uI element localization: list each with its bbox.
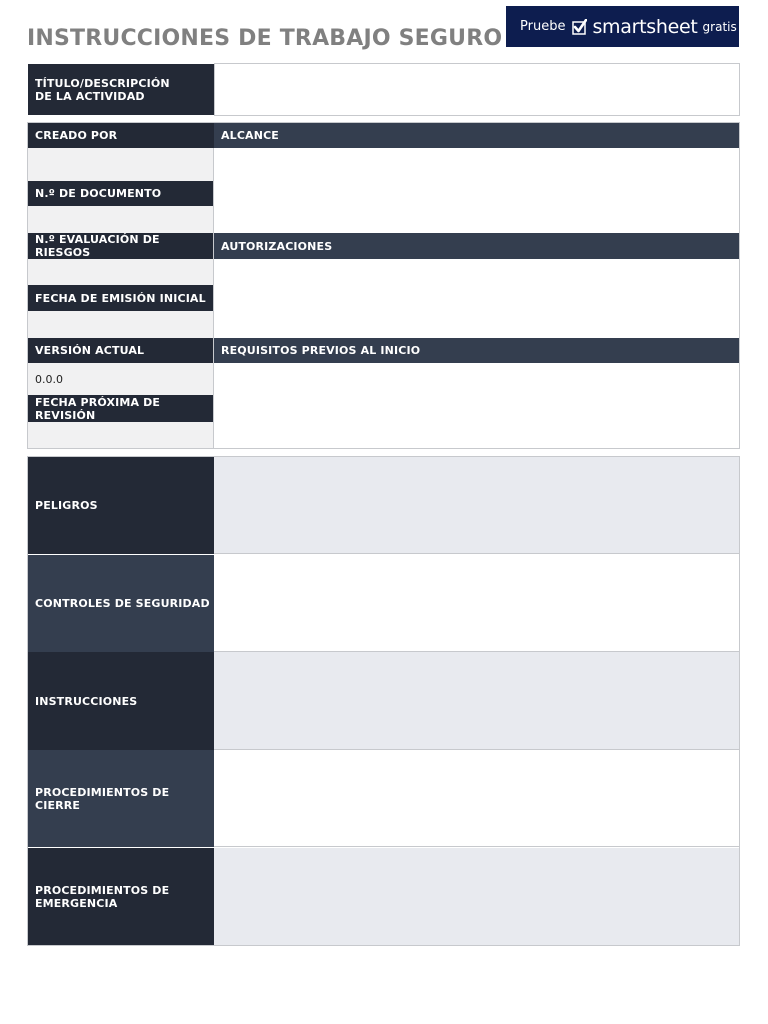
next-review-field[interactable] (28, 422, 214, 448)
closing-procedures-label: PROCEDIMIENTOS DE CIERRE (28, 750, 214, 847)
smartsheet-trial-banner[interactable] (506, 6, 739, 47)
safety-controls-field[interactable] (214, 555, 739, 652)
page-title: INSTRUCCIONES DE TRABAJO SEGURO (27, 26, 503, 51)
created-by-label: CREADO POR (28, 123, 214, 148)
instructions-label: INSTRUCCIONES (28, 652, 214, 750)
instructions-field[interactable] (214, 652, 739, 750)
banner-brand: smartsheet (592, 15, 698, 38)
safety-controls-label: CONTROLES DE SEGURIDAD (28, 555, 214, 652)
authorizations-label: AUTORIZACIONES (214, 233, 739, 259)
activity-title-field[interactable] (214, 63, 740, 116)
doc-number-label: N.º DE DOCUMENTO (28, 181, 214, 206)
next-review-label: FECHA PRÓXIMA DE REVISIÓN (28, 395, 214, 422)
smartsheet-check-icon (572, 19, 587, 35)
risk-eval-field[interactable] (28, 259, 214, 285)
prerequisites-label: REQUISITOS PREVIOS AL INICIO (214, 338, 739, 363)
activity-title-label: TÍTULO/DESCRIPCIÓN DE LA ACTIVIDAD (28, 64, 214, 115)
current-version-label: VERSIÓN ACTUAL (28, 338, 214, 363)
doc-number-field[interactable] (28, 206, 214, 233)
issue-date-label: FECHA DE EMISIÓN INICIAL (28, 285, 214, 311)
banner-suffix: gratis (702, 19, 737, 34)
scope-field[interactable] (214, 148, 739, 233)
emergency-procedures-field[interactable] (214, 848, 739, 945)
hazards-field[interactable] (214, 457, 739, 554)
authorizations-field[interactable] (214, 259, 739, 338)
column-divider (213, 148, 214, 448)
prerequisites-field[interactable] (214, 363, 739, 448)
hazards-label: PELIGROS (28, 457, 214, 554)
current-version-field[interactable]: 0.0.0 (28, 363, 214, 395)
scope-label: ALCANCE (214, 123, 739, 148)
closing-procedures-field[interactable] (214, 750, 739, 847)
banner-prefix: Pruebe (520, 19, 566, 34)
emergency-procedures-label: PROCEDIMIENTOS DE EMERGENCIA (28, 848, 214, 945)
issue-date-field[interactable] (28, 311, 214, 338)
created-by-field[interactable] (28, 148, 214, 181)
risk-eval-label: N.º EVALUACIÓN DE RIESGOS (28, 233, 214, 259)
